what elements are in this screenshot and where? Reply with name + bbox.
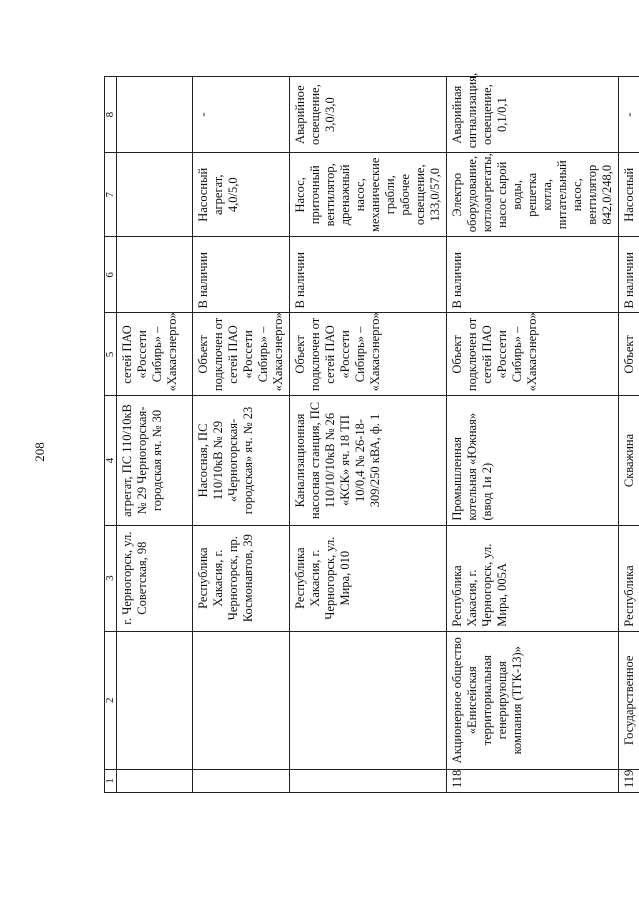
table-cell: 119 xyxy=(619,769,639,792)
table-cell: Электро оборудование, котлоагрегаты, насос сырой воды, решетка котла, питательный насос, вентилятор 842,0/248,0 xyxy=(447,153,619,237)
table-cell xyxy=(193,631,290,769)
table-cell: Насосная, ПС 110/10кВ № 29 «Черногорская-городская» яч. № 23 xyxy=(193,396,290,525)
rotated-table-wrapper xyxy=(104,72,639,793)
table-cell: В наличии xyxy=(290,237,447,313)
table-cell: В наличии xyxy=(447,237,619,313)
table-cell: Канализационная насосная станция, ПС 110/10/10кВ № 26 «КСК» яч. 18 ТП 10/0,4 № 26-18-309/250 кВА, ф. 1 xyxy=(290,396,447,525)
data-table xyxy=(104,72,639,793)
table-cell: Аварийная сигнализация, освещение, 0,1/0,1 xyxy=(447,77,619,153)
table-cell: Насос, приточный вентилятор, дренажный насос, механические грабли, рабочее освещение, 133,0/57,0 xyxy=(290,153,447,237)
table-cell: В наличии xyxy=(619,237,639,313)
table-cell: 118 xyxy=(447,769,619,792)
header-cell: 8 xyxy=(105,77,117,153)
table-cell: Насосный агрегат, 4,0/5,0 xyxy=(193,153,290,237)
table-cell: Насосный xyxy=(619,153,639,237)
table-row xyxy=(117,77,193,793)
table-row xyxy=(619,77,639,793)
table-cell: агрегат, ПС 110/10кВ № 29 Черногорская-городская яч. № 30 xyxy=(117,396,193,525)
table-row xyxy=(290,77,447,793)
table-cell: В наличии xyxy=(193,237,290,313)
table-cell: - xyxy=(193,77,290,153)
table-row xyxy=(193,77,290,793)
header-cell: 1 xyxy=(105,769,117,792)
table-cell: Промышленная котельная «Южная» (ввод 1и 2) xyxy=(447,396,619,525)
table-cell xyxy=(117,153,193,237)
table-cell: - xyxy=(619,77,639,153)
header-cell: 2 xyxy=(105,631,117,769)
header-cell: 5 xyxy=(105,313,117,396)
page-number: 208 xyxy=(32,442,47,462)
table-row xyxy=(447,77,619,793)
table-cell: Государственное xyxy=(619,631,639,769)
table-cell: Республика xyxy=(619,525,639,631)
header-cell: 7 xyxy=(105,153,117,237)
table-cell xyxy=(117,77,193,153)
table-cell: Объект подключен от сетей ПАО «Россети Сибирь» – «Хакасэнерго» xyxy=(447,313,619,396)
table-cell: Аварийное освещение, 3,0/3,0 xyxy=(290,77,447,153)
table-cell: Скважина xyxy=(619,396,639,525)
table-cell: Республика Хакасия, г. Черногорск, ул. Мира, 005А xyxy=(447,525,619,631)
table-cell: Объект подключен от сетей ПАО «Россети Сибирь» – «Хакасэнерго» xyxy=(193,313,290,396)
table-cell xyxy=(290,631,447,769)
table-cell xyxy=(117,631,193,769)
table-cell: Объект подключен от сетей ПАО «Россети Сибирь» – «Хакасэнерго» xyxy=(290,313,447,396)
table-cell xyxy=(117,237,193,313)
table-cell: сетей ПАО «Россети Сибирь» – «Хакасэнерго» xyxy=(117,313,193,396)
table-cell: Республика Хакасия, г. Черногорск, пр. Космонавтов, 39 xyxy=(193,525,290,631)
table-cell: Республика Хакасия, г. Черногорск, ул. Мира, 010 xyxy=(290,525,447,631)
header-cell: 3 xyxy=(105,525,117,631)
table-cell xyxy=(117,769,193,792)
table-header-row xyxy=(105,77,117,793)
header-cell: 6 xyxy=(105,237,117,313)
table-cell xyxy=(290,769,447,792)
table-cell: Акционерное общество «Енисейская территориальная генерирующая компания (ТГК-13)» xyxy=(447,631,619,769)
table-cell: Объект xyxy=(619,313,639,396)
header-cell: 4 xyxy=(105,396,117,525)
table-cell: г. Черногорск, ул. Советская, 98 xyxy=(117,525,193,631)
table-cell xyxy=(193,769,290,792)
